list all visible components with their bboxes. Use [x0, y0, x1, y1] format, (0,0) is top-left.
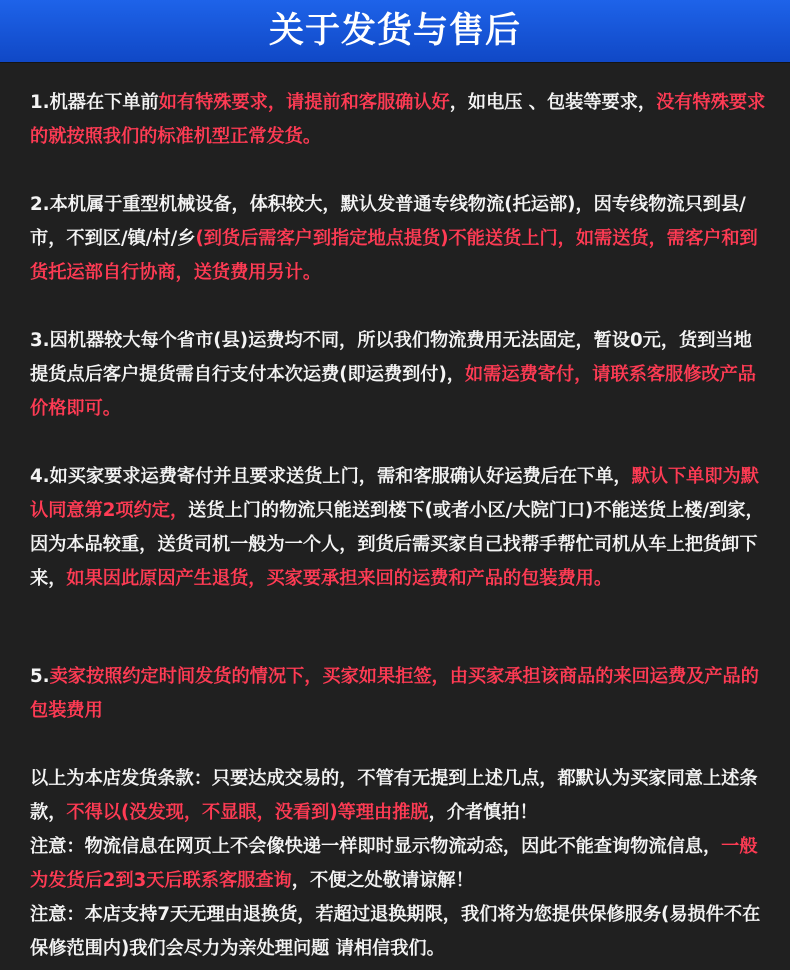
p6-text-1: 以上为本店发货条款：只要达成交易的，不管有无提到上述几点，都默认为买家同意上述条款， [30, 768, 758, 823]
paragraph-1 [30, 86, 766, 154]
p1-highlight-2: 没有特殊要求的就按照我们的标准机型正常发货。 [30, 92, 766, 147]
p6-text-3: ，不便之处敬请谅解！ [291, 870, 474, 891]
paragraph-5 [30, 660, 766, 728]
header-banner [0, 0, 790, 62]
p4-text-2: 送货上门的物流只能送到楼下(或者小区/大院门口)不能送货上楼/到家，因为本品较重，送货司机一般为一个人，到货后需买家自己找帮手帮忙司机从车上把货卸下来， [30, 500, 764, 589]
p6-note-1: 注意：物流信息在网页上不会像快递一样即时显示物流动态，因此不能查询物流信息， [30, 836, 722, 857]
p6-highlight-1: 不得以(没发现，不显眼，没看到)等理由推脱 [66, 802, 429, 823]
p5-highlight-1: 卖家按照约定时间发货的情况下，买家如果拒签，由买家承担该商品的来回运费及产品的包装费用 [30, 666, 759, 721]
p6-text-2: ，介者慎拍！ [428, 802, 538, 823]
p4-highlight-1: 默认下单即为默认同意第2项约定， [30, 466, 759, 521]
p2-highlight-1: (到货后需客户到指定地点提货)不能送货上门，如需送货，需客户和到货托运部自行协商，送货费用另计。 [30, 228, 758, 283]
p5-number: 5. [30, 666, 50, 687]
p1-highlight-1: 如有特殊要求，请提前和客服确认好 [158, 92, 450, 113]
paragraph-4 [30, 460, 766, 596]
terms-content [0, 62, 790, 970]
p1-text-1: 1.机器在下单前 [30, 92, 159, 113]
closing-notes [30, 762, 766, 966]
p6-highlight-2: 一般为发货后2到3天后联系客服查询 [30, 836, 758, 891]
p3-text-1: 3.因机器较大每个省市(县)运费均不同，所以我们物流费用无法固定，暂设0元，货到当地提货点后客户提货需自行支付本次运费(即运费到付)， [30, 330, 752, 385]
p2-text-1: 2.本机属于重型机械设备，体积较大，默认发普通专线物流(托运部)，因专线物流只到县/市，不到区/镇/村/乡 [30, 194, 746, 249]
p3-highlight-1: 如需运费寄付，请联系客服修改产品价格即可。 [30, 364, 756, 419]
page-title: 关于发货与售后 [268, 11, 521, 51]
paragraph-2 [30, 188, 766, 290]
p1-text-2: ，如电压 、包装等要求， [449, 92, 657, 113]
p6-note-2: 注意：本店支持7天无理由退换货，若超过退换期限，我们将为您提供保修服务(易损件不在保修范围内)我们会尽力为亲处理问题 请相信我们。 [30, 904, 761, 959]
p4-text-1: 4.如买家要求运费寄付并且要求送货上门，需和客服确认好运费后在下单， [30, 466, 632, 487]
p4-highlight-2: 如果因此原因产生退货，买家要承担来回的运费和产品的包装费用。 [66, 568, 613, 589]
paragraph-3 [30, 324, 766, 426]
